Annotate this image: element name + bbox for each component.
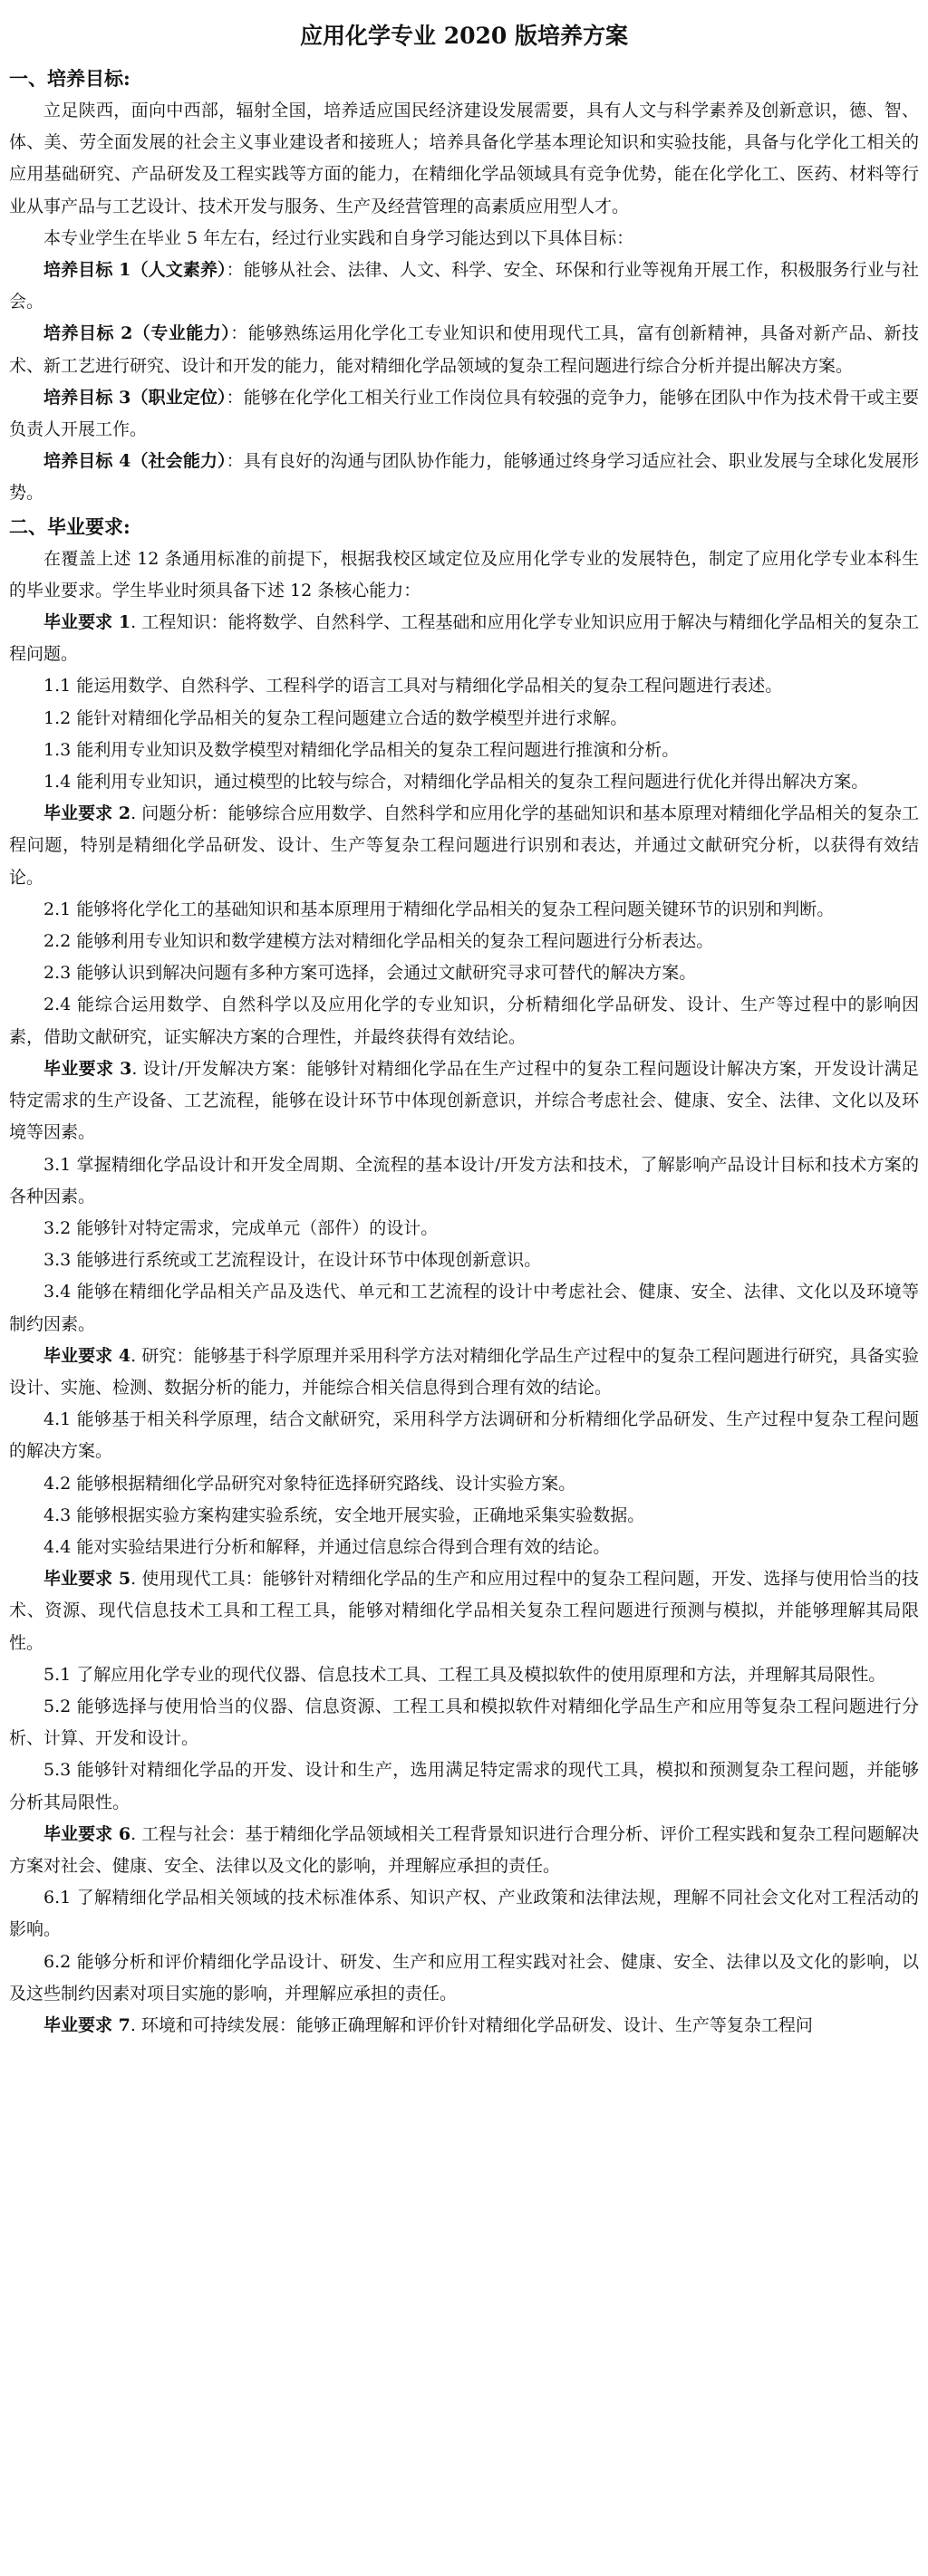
sub-requirement: 4.4 能对实验结果进行分析和解释，并通过信息综合得到合理有效的结论。 [44,1536,611,1557]
goal-label: 培养目标 2（专业能力） [44,323,231,344]
requirement-label: 毕业要求 1 [44,612,131,633]
requirement-text: . 问题分析：能够综合应用数学、自然科学和应用化学的基础知识和基本原理对精细化学品相关的复杂工程问题，特别是精细化学品研发、设计、生产等复杂工程问题进行识别和表达，并通过文献研究分析，以获得有效结论。 [9,803,919,888]
sub-requirement: 6.2 能够分析和评价精细化学品设计、研发、生产和应用工程实践对社会、健康、安全、法律以及文化的影响，以及这些制约因素对项目实施的影响，并理解应承担的责任。 [9,1951,919,2004]
sub-requirement: 5.1 了解应用化学专业的现代仪器、信息技术工具、工程工具及模拟软件的使用原理和方法，并理解其局限性。 [44,1664,886,1685]
requirement-paragraph [9,1563,919,1659]
sub-requirement: 3.2 能够针对特定需求，完成单元（部件）的设计。 [44,1217,439,1238]
goal-text: ：能够熟练运用化学化工专业知识和使用现代工具，富有创新精神，具备对新产品、新技术、新工艺进行研究、设计和开发的能力，能对精细化学品领域的复杂工程问题进行综合分析并提出解决方案。 [9,323,919,376]
sub-requirement: 4.2 能够根据精细化学品研究对象特征选择研究路线、设计实验方案。 [44,1473,576,1494]
goal-paragraph [9,318,919,381]
requirement-label: 毕业要求 3 [44,1058,132,1079]
requirement-paragraph [9,1819,919,1882]
page-title: 应用化学专业 2020 版培养方案 [300,23,628,49]
requirement-label: 毕业要求 7 [44,2014,130,2035]
sub-requirement: 2.1 能够将化学化工的基础知识和基本原理用于精细化学品相关的复杂工程问题关键环节的识别和判断。 [44,899,835,919]
sub-requirement: 1.4 能利用专业知识，通过模型的比较与综合，对精细化学品相关的复杂工程问题进行优化并得出解决方案。 [44,772,869,793]
sub-requirement: 4.3 能够根据实验方案构建实验系统，安全地开展实验，正确地采集实验数据。 [44,1504,645,1525]
goal-label: 培养目标 3（职业定位） [44,387,227,408]
goal-paragraph [9,255,919,318]
goals-lead-paragraph: 本专业学生在毕业 5 年左右，经过行业实践和自身学习能达到以下具体目标： [44,227,634,248]
goal-text: ：能够从社会、法律、人文、科学、安全、环保和行业等视角开展工作，积极服务行业与社会。 [9,260,919,312]
requirement-label: 毕业要求 2 [44,803,131,824]
requirement-text: . 设计/开发解决方案：能够针对精细化学品在生产过程中的复杂工程问题设计解决方案，开发设计满足特定需求的生产设备、工艺流程，能够在设计环节中体现创新意识，并综合考虑社会、健康、安全、法律、文化以及环境等因素。 [9,1058,919,1143]
requirement-text: . 工程知识：能将数学、自然科学、工程基础和应用化学专业知识应用于解决与精细化学品相关的复杂工程问题。 [9,612,919,665]
requirement-label: 毕业要求 6 [44,1823,131,1844]
requirement-paragraph [9,798,919,894]
goal-text: ：能够在化学化工相关行业工作岗位具有较强的竞争力，能够在团队中作为技术骨干或主要负责人开展工作。 [9,387,919,440]
goal-label: 培养目标 1（人文素养） [44,260,227,281]
goal-paragraph [9,382,919,446]
sub-requirement: 2.3 能够认识到解决问题有多种方案可选择，会通过文献研究寻求可替代的解决方案。 [44,963,697,984]
goals-intro-paragraph: 立足陕西，面向中西部，辐射全国，培养适应国民经济建设发展需要，具有人文与科学素养及创新意识，德、智、体、美、劳全面发展的社会主义事业建设者和接班人；培养具备化学基本理论知识和实验技能，具备与化学化工相关的应用基础研究、产品研发及工程实践等方面的能力，在精细化学品领域具有竞争优势，能在化学化工、医药、材料等行业从事产品与工艺设计、技术开发与服务、生产及经营管理的高素质应用型人才。 [9,101,919,216]
sub-requirement: 4.1 能够基于相关科学原理，结合文献研究，采用科学方法调研和分析精细化学品研发、生产过程中复杂工程问题的解决方案。 [9,1409,919,1462]
requirement-paragraph [9,1341,919,1404]
requirement-label: 毕业要求 4 [44,1345,131,1366]
requirement-paragraph [9,1053,919,1149]
requirement-text: . 研究：能够基于科学原理并采用科学方法对精细化学品生产过程中的复杂工程问题进行研究，具备实验设计、实施、检测、数据分析的能力，并能综合相关信息得到合理有效的结论。 [9,1345,919,1398]
sub-requirement: 1.3 能利用专业知识及数学模型对精细化学品相关的复杂工程问题进行推演和分析。 [44,739,680,760]
requirements-intro-paragraph: 在覆盖上述 12 条通用标准的前提下，根据我校区域定位及应用化学专业的发展特色，制定了应用化学专业本科生的毕业要求。学生毕业时须具备下述 12 条核心能力： [9,548,919,601]
sub-requirement: 3.1 掌握精细化学品设计和开发全周期、全流程的基本设计/开发方法和技术，了解影响产品设计目标和技术方案的各种因素。 [9,1154,919,1206]
sub-requirement: 1.1 能运用数学、自然科学、工程科学的语言工具对与精细化学品相关的复杂工程问题进行表述。 [44,676,783,697]
sub-requirement: 5.2 能够选择与使用恰当的仪器、信息资源、工程工具和模拟软件对精细化学品生产和应用等复杂工程问题进行分析、计算、开发和设计。 [9,1696,919,1749]
goal-paragraph [9,446,919,509]
sub-requirement: 2.4 能综合运用数学、自然科学以及应用化学的专业知识，分析精细化学品研发、设计、生产等过程中的影响因素，借助文献研究，证实解决方案的合理性，并最终获得有效结论。 [9,995,919,1047]
sub-requirement: 3.3 能够进行系统或工艺流程设计，在设计环节中体现创新意识。 [44,1250,542,1271]
section-heading-requirements: 二、毕业要求: [9,514,130,538]
sub-requirement: 2.2 能够利用专业知识和数学建模方法对精细化学品相关的复杂工程问题进行分析表达。 [44,931,714,952]
requirement-paragraph [9,607,919,670]
requirement-label: 毕业要求 5 [44,1569,131,1590]
section-heading-goals: 一、培养目标: [9,67,130,90]
requirement-text: . 使用现代工具：能够针对精细化学品的生产和应用过程中的复杂工程问题，开发、选择与使用恰当的技术、资源、现代信息技术工具和工程工具，能够对精细化学品相关复杂工程问题进行预测与模拟，并能够理解其局限性。 [9,1569,919,1653]
goal-text: ：具有良好的沟通与团队协作能力，能够通过终身学习适应社会、职业发展与全球化发展形势。 [9,451,919,504]
sub-requirement: 3.4 能够在精细化学品相关产品及迭代、单元和工艺流程的设计中考虑社会、健康、安全、法律、文化以及环境等制约因素。 [9,1282,919,1334]
requirement-paragraph [9,2010,919,2042]
requirement-text: . 工程与社会：基于精细化学品领域相关工程背景知识进行合理分析、评价工程实践和复杂工程问题解决方案对社会、健康、安全、法律以及文化的影响，并理解应承担的责任。 [9,1823,919,1876]
goal-label: 培养目标 4（社会能力） [44,451,227,472]
requirement-text: . 环境和可持续发展：能够正确理解和评价针对精细化学品研发、设计、生产等复杂工程问 [130,2014,813,2035]
sub-requirement: 1.2 能针对精细化学品相关的复杂工程问题建立合适的数学模型并进行求解。 [44,707,628,728]
sub-requirement: 6.1 了解精细化学品相关领域的技术标准体系、知识产权、产业政策和法律法规，理解不同社会文化对工程活动的影响。 [9,1888,919,1940]
sub-requirement: 5.3 能够针对精细化学品的开发、设计和生产，选用满足特定需求的现代工具，模拟和预测复杂工程问题，并能够分析其局限性。 [9,1760,919,1812]
